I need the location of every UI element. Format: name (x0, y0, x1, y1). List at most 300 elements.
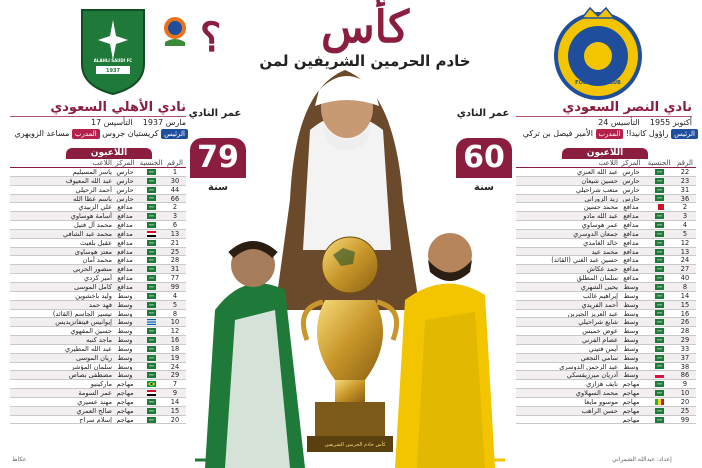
player-position: مدافع (623, 247, 639, 256)
nationality-flag-icon (138, 221, 164, 229)
nassr-founded-date: 24 أكتوبر 1955 (598, 118, 692, 127)
player-position: حارس (116, 185, 134, 194)
nationality-flag-icon (138, 239, 164, 247)
player-number: 6 (172, 221, 178, 230)
nationality-flag-icon (644, 283, 674, 291)
player-position: وسط (117, 336, 133, 345)
nationality-flag-icon (644, 371, 674, 379)
nationality-flag-icon (644, 292, 674, 300)
player-number: 21 (170, 238, 180, 247)
player-number: 8 (682, 282, 688, 291)
table-row (516, 283, 696, 292)
player-name: محمد آل فتيل (73, 221, 112, 229)
player-position: مهاجم (116, 406, 134, 415)
player-number: 23 (680, 176, 690, 185)
league-logo-icon (160, 14, 190, 48)
table-row (516, 354, 696, 363)
col-pos: المركز (621, 159, 641, 167)
player-number: 86 (680, 371, 690, 380)
player-number: 14 (680, 291, 690, 300)
nassr-founded (516, 118, 692, 127)
player-position: وسط (623, 336, 639, 345)
nationality-flag-icon (644, 168, 674, 176)
table-row (516, 363, 696, 372)
player-position: حارس (116, 168, 134, 176)
player-number: 25 (680, 406, 690, 415)
player-number: 16 (680, 309, 690, 318)
nationality-flag-icon (644, 301, 674, 309)
player-position: مدافع (117, 203, 133, 212)
question-mark: ؟ (200, 14, 222, 61)
table-row (10, 248, 186, 257)
player-number: 18 (170, 344, 180, 353)
table-row (516, 407, 696, 416)
table-row (516, 380, 696, 389)
nationality-flag-icon (644, 265, 674, 273)
player-position: حارس (622, 176, 640, 185)
player-position: مدافع (623, 221, 639, 230)
player-position: مدافع (623, 229, 639, 238)
player-position: مدافع (117, 229, 133, 238)
player-name: عبد الرحمن الدوسري (559, 362, 618, 371)
player-position: وسط (623, 353, 639, 362)
player-name: محمد عبد الشافي (62, 229, 112, 238)
nassr-founded-label: التأسيس (610, 118, 640, 127)
player-position: مدافع (623, 274, 639, 283)
player-number: 28 (680, 327, 690, 336)
player-position: وسط (623, 282, 639, 291)
nationality-flag-icon (138, 168, 164, 176)
table-row (516, 239, 696, 248)
nationality-flag-icon (644, 221, 674, 229)
player-number: 15 (170, 406, 180, 415)
player-number: 27 (680, 265, 690, 274)
player-position: وسط (623, 362, 639, 371)
ahli-age-value: 79 (190, 138, 246, 178)
player-name: محمد السهلاوي (575, 389, 618, 397)
nationality-flag-icon (644, 389, 674, 397)
player-name: عمر السومة (78, 389, 112, 397)
ahli-divider (10, 116, 186, 117)
ahli-logo-year: 1937 (106, 68, 120, 74)
table-row (10, 283, 186, 292)
player-number: 40 (680, 274, 690, 283)
table-row (516, 318, 696, 327)
player-number: 33 (680, 344, 690, 353)
player-position: مهاجم (116, 389, 134, 398)
table-row (516, 221, 696, 230)
player-name: متعب شراحيلي (575, 185, 618, 194)
player-name: أحمد الفريدي (581, 300, 618, 309)
player-position: مدافع (117, 221, 133, 230)
table-row (10, 168, 186, 177)
player-number: 28 (170, 256, 180, 265)
nationality-flag-icon (138, 283, 164, 291)
nassr-age-label: عمر النادي (456, 108, 510, 119)
nationality-flag-icon (138, 363, 164, 371)
headline-subtitle: خادم الحرمين الشريفين لمن (259, 52, 471, 70)
col-nat: الجنسية (139, 158, 163, 167)
player-number: 8 (172, 309, 178, 318)
player-number: 5 (682, 229, 688, 238)
player-position: وسط (623, 309, 639, 318)
table-row (516, 265, 696, 274)
player-position: مدافع (623, 203, 639, 212)
table-row (10, 195, 186, 204)
player-position: وسط (623, 318, 639, 327)
player-number: 31 (170, 265, 180, 274)
player-name: عبد العزيز الجبرين (567, 309, 618, 318)
table-row (516, 203, 696, 212)
player-name: سلمان المطلق (576, 274, 618, 282)
player-number: 4 (172, 291, 178, 300)
player-number: 19 (170, 353, 180, 362)
ahli-coach-tag: المدرب (72, 129, 100, 139)
nationality-flag-icon (138, 310, 164, 318)
player-name: محمد أمان (82, 256, 112, 265)
player-position: حارس (116, 176, 134, 185)
table-row (10, 380, 186, 389)
nationality-flag-icon (138, 407, 164, 415)
player-position: وسط (117, 353, 133, 362)
player-name: أسامة هوساوي (70, 212, 112, 221)
ahli-president: مساعد الزويهري (14, 129, 70, 138)
player-position: مهاجم (116, 380, 134, 389)
ahli-president-tag: الرئيس (161, 129, 188, 139)
player-position: وسط (117, 318, 133, 327)
player-name: ياسر المسيليم (72, 168, 112, 176)
table-row (516, 398, 696, 407)
player-name: عبد الله مادو (583, 212, 618, 221)
nationality-flag-icon (138, 416, 164, 424)
player-number: 9 (172, 389, 178, 398)
col-nat: الجنسية (647, 158, 671, 167)
table-row (516, 177, 696, 186)
nationality-flag-icon (644, 345, 674, 353)
player-position: وسط (117, 327, 133, 336)
nationality-flag-icon (138, 274, 164, 282)
ahli-age-unit: سنة (208, 182, 228, 193)
nationality-flag-icon (644, 256, 674, 264)
table-row (10, 416, 186, 425)
nationality-flag-icon (138, 301, 164, 309)
player-position: وسط (117, 344, 133, 353)
nationality-flag-icon (644, 248, 674, 256)
player-name: إسلام سراج (79, 415, 112, 424)
table-row (516, 256, 696, 265)
table-row (10, 292, 186, 301)
nationality-flag-icon (644, 407, 674, 415)
player-name: مصطفى بصاص (68, 371, 112, 380)
table-row (10, 221, 186, 230)
ahli-logo-icon (78, 6, 148, 96)
player-name: نايف هزازي (586, 380, 618, 389)
player-number: 24 (170, 362, 180, 371)
table-row (10, 371, 186, 380)
player-number: 99 (680, 415, 690, 424)
player-position: حارس (622, 194, 640, 203)
nationality-flag-icon (138, 203, 164, 211)
nassr-president: الأمير فيصل بن تركي (522, 129, 593, 138)
nationality-flag-icon (138, 336, 164, 344)
player-name: حسين عبد الغني (القائد) (551, 256, 618, 265)
player-name: حمد عكاش (586, 265, 618, 274)
nationality-flag-icon (138, 230, 164, 238)
nationality-flag-icon (644, 318, 674, 326)
player-position: وسط (117, 371, 133, 380)
nassr-table-title: اللاعبون (562, 148, 648, 159)
table-row (10, 265, 186, 274)
credit-left: عكاظ (12, 456, 27, 463)
nationality-flag-icon (138, 398, 164, 406)
player-number: 3 (172, 212, 178, 221)
table-row (10, 336, 186, 345)
player-number: 7 (172, 380, 178, 389)
player-name: ريان الموسى (75, 353, 112, 362)
player-name: عمر هوساوي (581, 221, 618, 229)
table-row (10, 301, 186, 310)
nationality-flag-icon (138, 186, 164, 194)
player-position: وسط (623, 327, 639, 336)
table-row (516, 186, 696, 195)
player-number: 99 (170, 282, 180, 291)
player-position: مدافع (623, 238, 639, 247)
player-number: 22 (680, 168, 690, 176)
nationality-flag-icon (644, 230, 674, 238)
nationality-flag-icon (644, 195, 674, 203)
player-number: 44 (170, 185, 180, 194)
table-row (516, 292, 696, 301)
player-number: 14 (170, 397, 180, 406)
player-name: يحيى الشهري (580, 282, 618, 291)
player-position: مدافع (117, 265, 133, 274)
player-name: خالد الغامدي (583, 238, 618, 247)
player-name: ماجد كنبه (86, 336, 112, 344)
table-row (516, 371, 696, 380)
table-row (10, 177, 186, 186)
player-position: مهاجم (622, 415, 640, 424)
table-row (10, 398, 186, 407)
player-name: باسم عطا الله (73, 194, 112, 203)
player-position: حارس (622, 185, 640, 194)
player-number: 1 (172, 168, 178, 176)
col-pos: المركز (115, 159, 135, 167)
player-position: مدافع (117, 247, 133, 256)
player-name: مهند عسيري (77, 397, 112, 406)
player-name (516, 416, 618, 424)
table-row (516, 310, 696, 319)
table-row (516, 168, 696, 177)
nassr-rows (516, 168, 696, 424)
ahli-coach: كريستيان جروس (102, 129, 159, 138)
player-position: مدافع (117, 212, 133, 221)
ahli-club-name: نادي الأهلي السعودي (50, 100, 186, 115)
nationality-flag-icon (644, 239, 674, 247)
player-name: سامي النجعي (580, 353, 618, 362)
nationality-flag-icon (644, 336, 674, 344)
ahli-founded-date: 17 مارس 1937 (91, 118, 186, 127)
nationality-flag-icon (644, 398, 674, 406)
player-position: مهاجم (622, 406, 640, 415)
ahli-table-title: اللاعبون (66, 148, 152, 159)
player-position: مدافع (117, 274, 133, 283)
table-row (516, 212, 696, 221)
nationality-flag-icon (644, 203, 674, 211)
table-row (10, 186, 186, 195)
player-position: وسط (117, 309, 133, 318)
player-name: كامل الموسى (74, 282, 112, 291)
player-position: مهاجم (116, 415, 134, 424)
player-number: 31 (680, 185, 690, 194)
player-number: 2 (172, 203, 178, 212)
ahli-founded (60, 118, 186, 127)
table-row (10, 212, 186, 221)
player-name: شايع شراحيلي (578, 318, 618, 327)
nassr-age-unit: سنة (474, 182, 494, 193)
table-row (10, 389, 186, 398)
player-number: 12 (680, 238, 690, 247)
player-position: مدافع (117, 282, 133, 291)
nationality-flag-icon (138, 327, 164, 335)
ahli-founded-label: التأسيس (103, 118, 133, 127)
table-row (516, 274, 696, 283)
table-row (516, 416, 696, 425)
ahli-players-table (10, 148, 186, 424)
player-name: عقيل بلغيث (79, 238, 112, 247)
player-position: وسط (623, 371, 639, 380)
nationality-flag-icon (644, 274, 674, 282)
player-name: أيمن فتيني (588, 344, 618, 353)
player-name: أمير كردي (84, 274, 112, 282)
player-number: 20 (170, 415, 180, 424)
player-name: منصور الحربي (73, 265, 112, 274)
player-position: مهاجم (622, 380, 640, 389)
player-name: عبد الله المطيري (65, 344, 112, 353)
table-row (516, 248, 696, 257)
player-name: محمد عيد (591, 247, 618, 256)
headline-title: كأس (320, 2, 410, 53)
player-position: مدافع (623, 212, 639, 221)
player-number: 20 (680, 397, 690, 406)
player-number: 77 (170, 274, 180, 283)
player-position: مهاجم (622, 397, 640, 406)
player-name: عوض خميس (582, 327, 618, 336)
player-name: موسوو مايغا (584, 397, 618, 406)
table-row (516, 336, 696, 345)
player-name: حسن الراهب (581, 406, 618, 415)
player-name: معتز هوساوي (74, 247, 112, 256)
nationality-flag-icon (138, 265, 164, 273)
player-name: إبراهيم غالب (582, 291, 618, 300)
table-row (516, 345, 696, 354)
player-number: 16 (170, 336, 180, 345)
player-number: 26 (680, 318, 690, 327)
nationality-flag-icon (644, 186, 674, 194)
table-row (516, 327, 696, 336)
nationality-flag-icon (138, 292, 164, 300)
player-position: وسط (623, 291, 639, 300)
nassr-players-table (516, 148, 696, 424)
table-row (10, 354, 186, 363)
player-position: مهاجم (116, 397, 134, 406)
credit-right: إعداد: عبدالله الشمراني (612, 456, 672, 463)
nassr-club-name: نادي النصر السعودي (562, 100, 692, 115)
nationality-flag-icon (138, 345, 164, 353)
nationality-flag-icon (644, 363, 674, 371)
player-number: 13 (680, 247, 690, 256)
player-name: حسين شيعان (581, 176, 618, 185)
player-number: 38 (680, 362, 690, 371)
table-row (10, 230, 186, 239)
nassr-age-value: 60 (456, 138, 512, 178)
player-position: مدافع (117, 238, 133, 247)
nationality-flag-icon (644, 177, 674, 185)
player-name: وليد باخشوين (75, 291, 112, 300)
player-name: ماركينيو (90, 380, 112, 389)
player-name: أحمد الرحيلي (75, 185, 112, 194)
player-number: 37 (680, 353, 690, 362)
nassr-divider (516, 116, 692, 117)
table-row (10, 327, 186, 336)
col-name: اللاعب (598, 159, 618, 167)
ahli-age-label: عمر النادي (188, 108, 242, 119)
ahli-rows (10, 168, 186, 424)
table-row (10, 363, 186, 372)
player-number: 36 (680, 194, 690, 203)
player-name: فهد حمد (88, 300, 112, 309)
player-name: علي الزبيدي (78, 203, 112, 212)
table-row (516, 230, 696, 239)
nationality-flag-icon (138, 248, 164, 256)
nassr-logo-sub: FOOTBALL CLUB (575, 80, 621, 86)
player-position: مدافع (117, 256, 133, 265)
player-position: وسط (117, 300, 133, 309)
table-row (10, 203, 186, 212)
player-position: مهاجم (622, 389, 640, 398)
player-name: تيسير الجاسم (القائد) (52, 309, 112, 318)
player-number: 29 (680, 336, 690, 345)
player-number: 2 (682, 203, 688, 212)
nassr-president-tag: الرئيس (671, 129, 698, 139)
nationality-flag-icon (644, 380, 674, 388)
nationality-flag-icon (644, 212, 674, 220)
player-number: 9 (682, 380, 688, 389)
player-name: عبد الله العنزي (577, 168, 618, 176)
table-row (10, 318, 186, 327)
col-num: الرقم (167, 159, 183, 167)
player-number: 24 (680, 256, 690, 265)
nationality-flag-icon (138, 318, 164, 326)
col-num: الرقم (677, 159, 693, 167)
player-number: 12 (170, 327, 180, 336)
table-row (10, 239, 186, 248)
player-number: 5 (172, 300, 178, 309)
nationality-flag-icon (138, 371, 164, 379)
player-name: سلمان المؤشر (71, 362, 112, 371)
player-number: 10 (680, 389, 690, 398)
table-row (10, 256, 186, 265)
ahli-table-header (10, 159, 186, 168)
col-name: اللاعب (92, 159, 112, 167)
table-row (10, 407, 186, 416)
nationality-flag-icon (138, 177, 164, 185)
player-position: وسط (623, 344, 639, 353)
player-name: عبد الله المعيوف (65, 176, 112, 185)
player-name: أدريان ميرزيفسكي (566, 371, 618, 380)
table-row (516, 195, 696, 204)
player-number: 3 (682, 212, 688, 221)
player-position: مدافع (623, 256, 639, 265)
